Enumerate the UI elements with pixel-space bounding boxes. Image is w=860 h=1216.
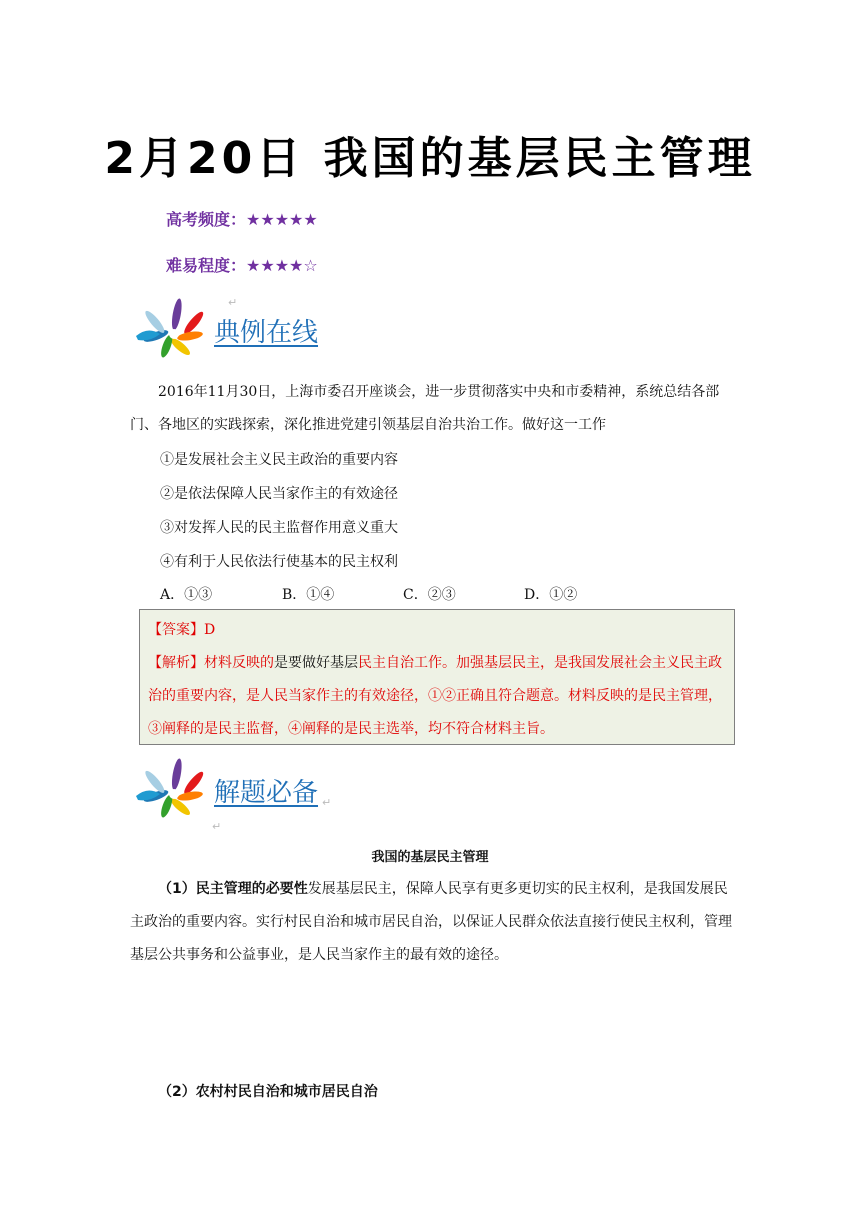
- analysis-part2: 是要做好基层: [274, 655, 358, 671]
- point-1: [130, 873, 740, 972]
- analysis-text: [148, 647, 734, 746]
- option-3: ③对发挥人民的民主监督作用意义重大: [160, 520, 398, 536]
- page-title: 2月20日 我国的基层民主管理: [104, 133, 756, 184]
- answer-choices: [160, 584, 720, 606]
- exam-frequency-stars: ★★★★★: [246, 210, 318, 229]
- exam-frequency-label: 高考频度：: [166, 210, 247, 229]
- return-mark-icon: ↵: [322, 796, 332, 809]
- difficulty-stars: ★★★★☆: [246, 256, 318, 275]
- analysis-part3: 民主自治工作。加强基层民主，是我国发展社会主义民主政治的重要内容，是人民当家作主的有效途径，①②正确且符合题意。材料反映的是民主管理，③阐释的是民主监督，④阐释的是民主选举，均不符合材料主旨。: [148, 655, 722, 737]
- choice-a: A．①③: [160, 587, 213, 603]
- difficulty-level: [166, 253, 318, 276]
- answer-value: D: [204, 622, 216, 638]
- section-heading-example: [130, 292, 430, 372]
- answer-label: 【答案】: [148, 622, 204, 638]
- section-heading-essentials-label: 解题必备: [214, 778, 319, 808]
- difficulty-label: 难易程度：: [166, 256, 247, 275]
- choice-b: B．①④: [282, 587, 335, 603]
- return-mark-icon: ↵: [212, 820, 222, 833]
- point-2-label: （2）农村村民自治和城市居民自治: [158, 1084, 378, 1100]
- flower-logo-icon: [130, 752, 210, 832]
- analysis-part1: 材料反映的: [204, 655, 274, 671]
- section-heading-essentials: [130, 752, 430, 832]
- answer-box: [139, 609, 735, 745]
- section-subtitle: 我国的基层民主管理: [371, 850, 489, 865]
- choice-d: D．①②: [524, 587, 578, 603]
- choice-c: C．②③: [403, 587, 456, 603]
- option-2: ②是依法保障人民当家作主的有效途径: [160, 486, 398, 502]
- question-text: 2016年11月30日，上海市委召开座谈会，进一步贯彻落实中央和市委精神，系统总结各部门、各地区的实践探索，深化推进党建引领基层自治共治工作。做好这一工作: [130, 384, 720, 433]
- option-1: ①是发展社会主义民主政治的重要内容: [160, 452, 398, 468]
- answer-line: [148, 614, 734, 647]
- point-2: [158, 1076, 768, 1109]
- section-heading-example-label: 典例在线: [214, 318, 319, 348]
- analysis-label: 【解析】: [148, 655, 204, 671]
- return-mark-icon: ↵: [228, 296, 238, 309]
- point-1-label: （1）民主管理的必要性: [158, 881, 308, 897]
- point-1-text: 发展基层民主，保障人民享有更多更切实的民主权利，是我国发展民主政治的重要内容。实行村民自治和城市居民自治，以保证人民群众依法直接行使民主权利，管理基层公共事务和公益事业，是人民当家作主的最有效的途径。: [130, 881, 732, 963]
- exam-frequency: [166, 207, 318, 230]
- flower-logo-icon: [130, 292, 210, 372]
- option-4: ④有利于人民依法行使基本的民主权利: [160, 554, 398, 570]
